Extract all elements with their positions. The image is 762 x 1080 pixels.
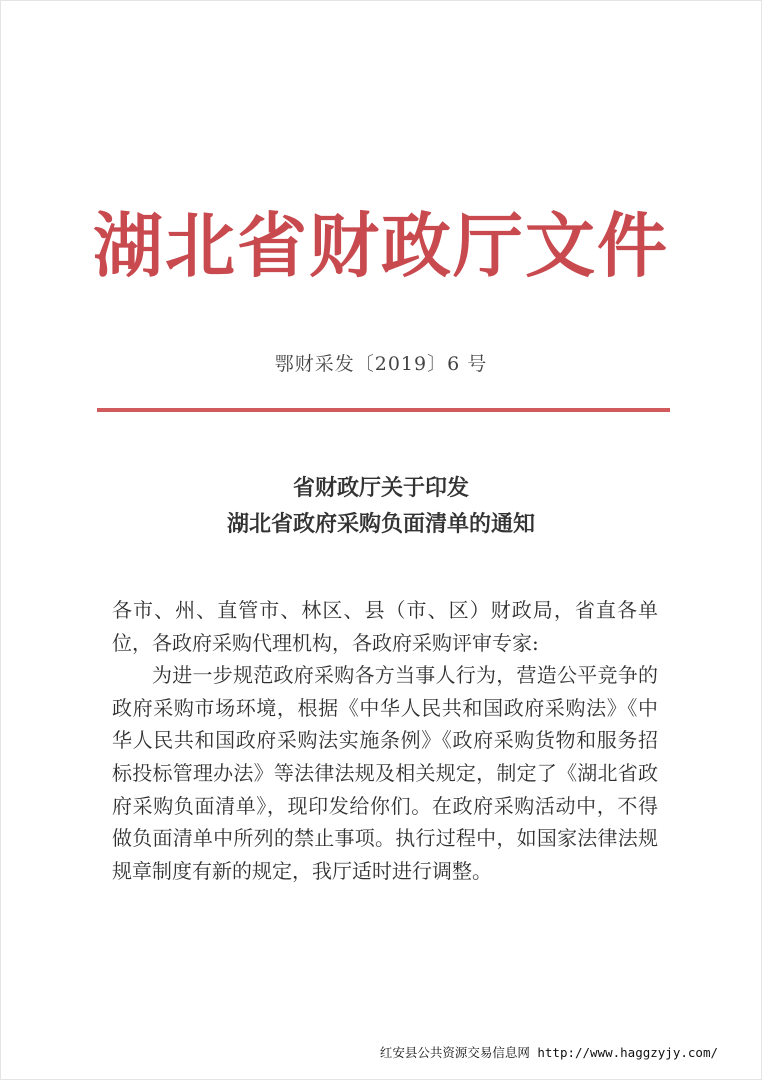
notice-title — [0, 470, 762, 542]
watermark-url[interactable]: http://www.haggzyjy.com/ — [537, 1045, 718, 1060]
document-number: 鄂财采发〔2019〕6 号 — [274, 353, 488, 375]
header-divider-line — [97, 408, 670, 412]
notice-body — [112, 594, 658, 887]
footer-watermark — [380, 1043, 718, 1061]
notice-title-line1: 省财政厅关于印发 — [292, 475, 469, 501]
notice-title-line2: 湖北省政府采购负面清单的通知 — [226, 511, 535, 537]
body-paragraph: 为进一步规范政府采购各方当事人行为，营造公平竞争的政府采购市场环境，根据《中华人民共和国政府采购法》《中华人民共和国政府采购法实施条例》《政府采购货物和服务招标投标管理办法》等法律法规及相关规定，制定了《湖北省政府采购负面清单》，现印发给你们。在政府采购活动中，不得做负面清单中所列的禁止事项。执行过程中，如国家法律法规规章制度有新的规定，我厅适时进行调整。 — [112, 663, 658, 883]
watermark-site-name: 红安县公共资源交易信息网 — [379, 1045, 530, 1060]
document-header-title: 湖北省财政厅文件 — [93, 205, 669, 287]
addressee-paragraph: 各市、州、直管市、林区、县（市、区）财政局，省直各单位，各政府采购代理机构，各政府采购评审专家: — [112, 598, 658, 655]
